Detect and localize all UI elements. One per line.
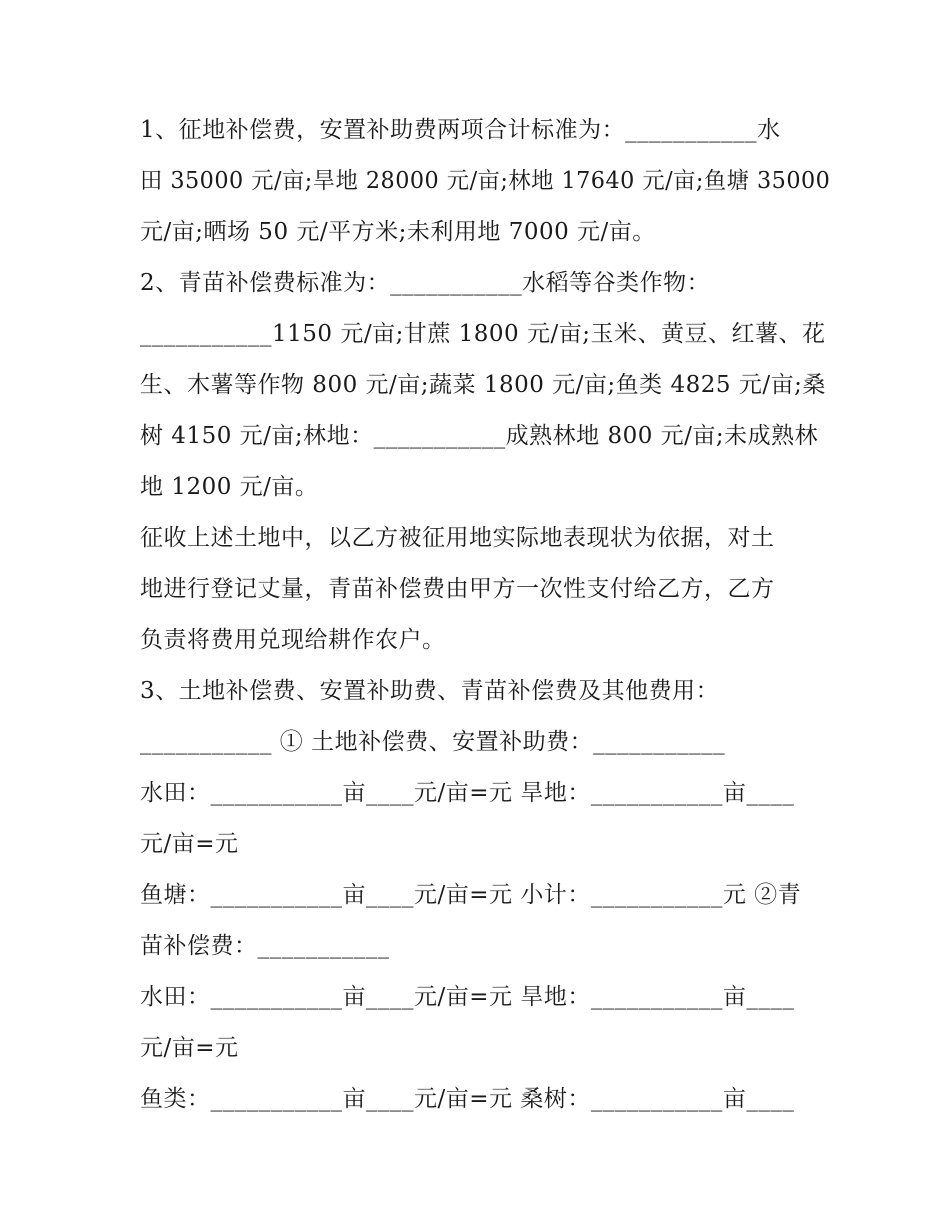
text-line-3: 元/亩;晒场 50 元/平方米;未利用地 7000 元/亩。 (140, 219, 656, 245)
text-line-20: 鱼类：___________亩____元/亩=元 桑树：___________亩____ (140, 1086, 795, 1112)
text-line-1: 1、征地补偿费，安置补助费两项合计标准为：___________水 (140, 117, 781, 143)
text-line-5: ___________1150 元/亩;甘蔗 1800 元/亩;玉米、黄豆、红薯、花 (140, 321, 826, 347)
text-line-10: 地进行登记丈量，青苗补偿费由甲方一次性支付给乙方，乙方 (140, 576, 775, 602)
text-line-12: 3、土地补偿费、安置补助费、青苗补偿费及其他费用： (140, 678, 720, 704)
text-line-18: 水田：___________亩____元/亩=元 旱地：___________亩____ (140, 984, 795, 1010)
text-line-14: 水田：___________亩____元/亩=元 旱地：___________亩____ (140, 780, 795, 806)
text-line-6: 生、木薯等作物 800 元/亩;蔬菜 1800 元/亩;鱼类 4825 元/亩;桑 (140, 372, 826, 398)
text-line-7: 树 4150 元/亩;林地：___________成熟林地 800 元/亩;未成熟林 (140, 423, 819, 449)
text-line-9: 征收上述土地中，以乙方被征用地实际地表现状为依据，对土 (140, 525, 775, 551)
text-line-13: ___________ ① 土地补偿费、安置补助费：___________ (140, 729, 726, 755)
text-line-19: 元/亩=元 (140, 1035, 239, 1061)
text-line-8: 地 1200 元/亩。 (140, 474, 319, 500)
text-line-11: 负责将费用兑现给耕作农户。 (140, 627, 446, 653)
text-line-15: 元/亩=元 (140, 831, 239, 857)
text-line-16: 鱼塘：___________亩____元/亩=元 小计：___________元 ②青 (140, 882, 802, 908)
text-line-2: 田 35000 元/亩;旱地 28000 元/亩;林地 17640 元/亩;鱼塘 35000 (140, 168, 831, 194)
text-line-17: 苗补偿费：___________ (140, 933, 390, 959)
text-line-4: 2、青苗补偿费标准为：___________水稻等谷类作物： (140, 270, 711, 296)
